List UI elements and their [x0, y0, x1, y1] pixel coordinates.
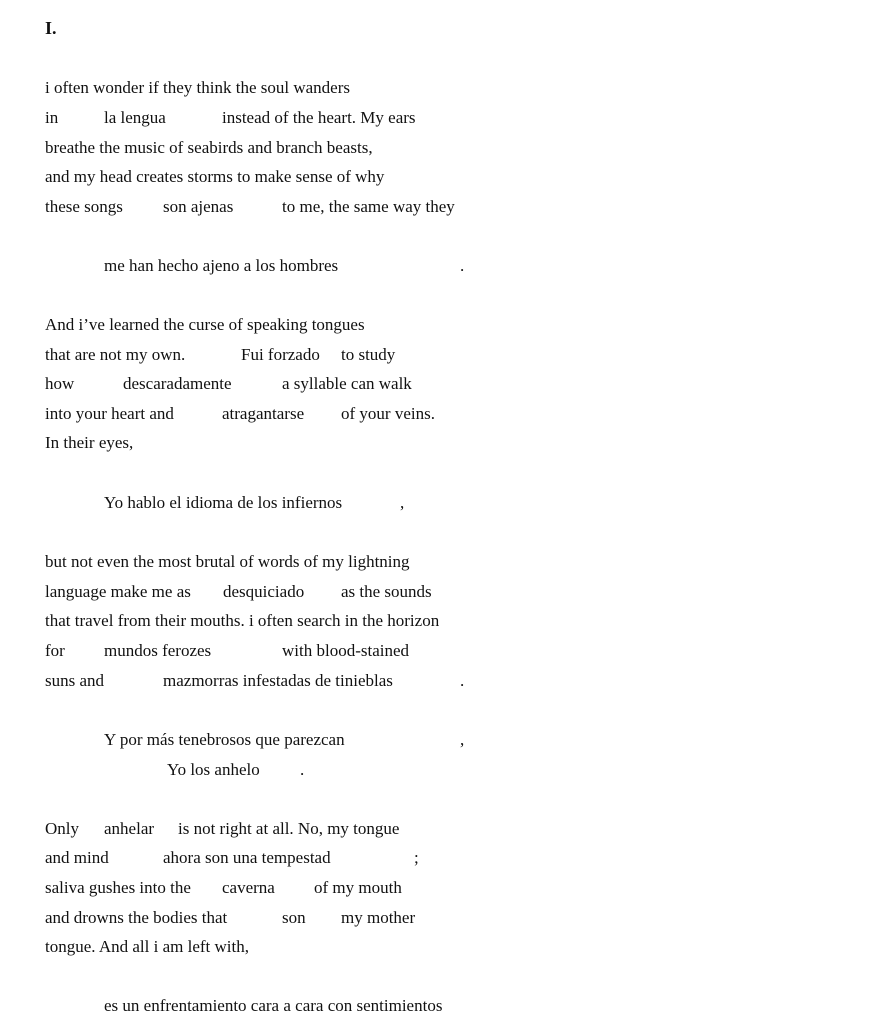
line-segment: how [45, 374, 75, 393]
line-segment: my mother [341, 908, 416, 927]
line-segment: instead of the heart. My ears [222, 108, 416, 127]
line-text: And i’ve learned the curse of speaking tongues [45, 315, 365, 334]
line-segment: la lengua [104, 108, 166, 127]
line-text: es un enfrentamiento cara a cara con sentimientos [104, 996, 443, 1015]
line-segment: Yo los anhelo [167, 760, 260, 779]
punctuation: . [460, 256, 465, 275]
line-segment: of your veins. [341, 404, 435, 423]
line-text: tongue. And all i am left with, [45, 937, 249, 956]
line-segment: and drowns the bodies that [45, 908, 228, 927]
punctuation: . [460, 671, 465, 690]
line-segment: mundos ferozes [104, 641, 212, 660]
line-segment: ahora son una tempestad [163, 848, 331, 867]
line-segment: of my mouth [314, 878, 402, 897]
line-segment: Only [45, 819, 79, 838]
line-segment: mazmorras infestadas de tinieblas [163, 671, 393, 690]
line-segment: in [45, 108, 59, 127]
line-segment: is not right at all. No, my tongue [178, 819, 400, 838]
line-text: i often wonder if they think the soul wanders [45, 78, 350, 97]
line-segment: into your heart and [45, 404, 174, 423]
line-segment: to me, the same way they [282, 197, 455, 216]
line-segment: Yo hablo el idioma de los infiernos [104, 493, 343, 512]
line-segment: to study [341, 345, 396, 364]
line-segment: with blood-stained [282, 641, 410, 660]
line-segment: for [45, 641, 65, 660]
line-segment: Fui forzado [241, 345, 320, 364]
line-text: breathe the music of seabirds and branch beasts, [45, 138, 373, 157]
line-segment: atragantarse [222, 404, 305, 423]
line-segment: desquiciado [223, 582, 305, 601]
section-heading: I. [45, 18, 57, 38]
line-segment: language make me as [45, 582, 191, 601]
line-text: that travel from their mouths. i often search in the horizon [45, 611, 440, 630]
line-segment: Y por más tenebrosos que parezcan [104, 730, 345, 749]
line-segment: son [282, 908, 306, 927]
line-text: but not even the most brutal of words of my lightning [45, 552, 410, 571]
line-segment: anhelar [104, 819, 155, 838]
line-segment: me han hecho ajeno a los hombres [104, 256, 339, 275]
line-segment: that are not my own. [45, 345, 186, 364]
line-segment: descaradamente [123, 374, 232, 393]
line-segment: and mind [45, 848, 109, 867]
line-segment: son ajenas [163, 197, 234, 216]
punctuation: ; [414, 848, 419, 867]
line-text: In their eyes, [45, 433, 134, 452]
line-segment: a syllable can walk [282, 374, 412, 393]
punctuation: . [300, 760, 305, 779]
punctuation: , [400, 493, 405, 512]
line-segment: these songs [45, 197, 123, 216]
line-text: and my head creates storms to make sense of why [45, 167, 385, 186]
line-segment: suns and [45, 671, 105, 690]
line-segment: caverna [222, 878, 275, 897]
punctuation: , [460, 730, 465, 749]
line-segment: saliva gushes into the [45, 878, 191, 897]
line-segment: as the sounds [341, 582, 432, 601]
